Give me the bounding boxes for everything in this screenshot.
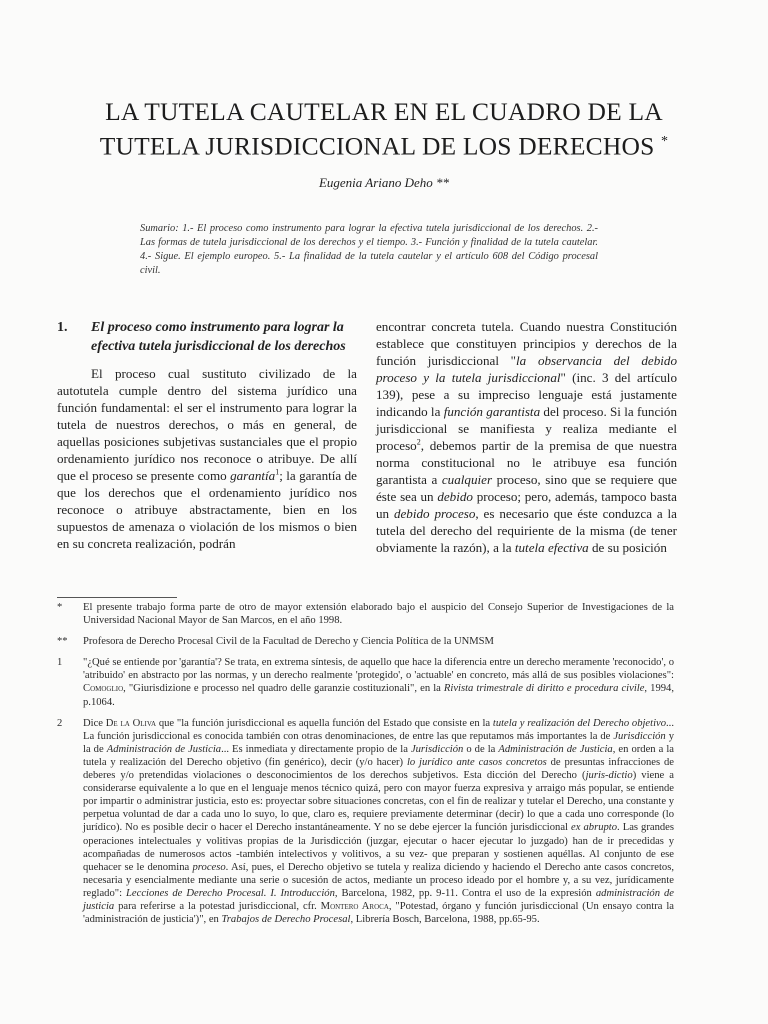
footnote-text: Profesora de Derecho Procesal Civil de la Facultad de Derecho y Ciencia Política de la UNMSM xyxy=(83,636,494,648)
title-line-1: LA TUTELA CAUTELAR EN EL CUADRO DE LA xyxy=(105,97,663,126)
footnote-mark: ** xyxy=(57,636,68,648)
footnote-double-star xyxy=(57,635,674,648)
footnote-mark: 2 xyxy=(57,717,63,729)
footnote-star xyxy=(57,601,674,627)
article-summary: Sumario: 1.- El proceso como instrumento para lograr la efectiva tutela jurisdiccional de los derechos. 2.- Las formas de tutela jurisdiccional de los derechos y el tiempo. 3.- Función y finalidad de la tutela cautelar. 4.- Sigue. El ejemplo europeo. 5.- La finalidad de la tutela cautelar y el artículo 608 del Código procesal civil. xyxy=(140,223,598,276)
footnote-1 xyxy=(57,656,674,708)
footnote-text: El presente trabajo forma parte de otro de mayor extensión elaborado bajo el auspicio del Consejo Superior de Investigaciones de la Universidad Nacional Mayor de San Marcos, en el año 1998. xyxy=(83,602,674,627)
right-column xyxy=(376,318,677,556)
footnote-2 xyxy=(57,717,674,927)
footnote-ref-2[interactable]: 2 xyxy=(416,437,421,447)
title-footnote-mark: * xyxy=(661,134,669,149)
section-heading xyxy=(57,318,357,356)
footnote-divider xyxy=(57,597,177,598)
footnote-mark: * xyxy=(57,602,63,613)
left-column xyxy=(57,318,357,552)
author-name: Eugenia Ariano Deho ** xyxy=(318,175,450,190)
title-line-2: TUTELA JURISDICCIONAL DE LOS DERECHOS * xyxy=(99,131,669,161)
left-paragraph: El proceso cual sustituto civilizado de la autotutela cumple dentro del sistema jurídico una función fundamental: el ser el instrumento para lograr la tutela de nuestros derechos, o más en general, de aquellas posiciones subjetivas sustanciales que el propio ordenamiento jurídico nos reconoce o atribuye. De allí que el proceso se presente como garantía$^1$; la garantía de que los derechos que el ordenamiento jurídico nos reconoce o atribuye abstractamente, bien en los supuestos de amenaza o violación de los mismos o bien en su concreta realización, podrán xyxy=(57,366,357,551)
footnote-text: "¿Qué se entiende por 'garantía'? Se trata, en extrema síntesis, de aquello que hace la diferencia entre un derecho meramente 'reconocido', o 'atribuido' en abstracto por las normas, y un derecho realmente 'protegido', o 'actuable' en concreto, más allá de sus posibles violaciones": Comoglio, "Giurisdizione e processo nel quadro delle garanzie costituzionali", en la Rivista trimestrale di diritto e procedura civile, 1994, p.1064. xyxy=(83,657,674,708)
footnote-mark: 1 xyxy=(57,657,63,669)
footnote-text: Dice De la Oliva que "la función jurisdiccional es aquella función del Estado que consiste en la tutela y realización del Derecho objetivo... La función jurisdiccional es conocida también con otras denominaciones, de entre las que reputamos más importantes la de Jurisdicción y la de Administración de Justicia... Es inmediata y directamente propio de la Jurisdicción o de la Administración de Justicia, en orden a la tutela y realización del Derecho objetivo (fin genérico), decir (y/o hacer) lo jurídico ante casos concretos de presuntas infracciones de deberes y/o pretendidas violaciones o desconocimientos de los derechos subjetivos. Esta dicción del Derecho (juris-dictio) viene a considerarse equivalente a lo que en el lenguaje menos técnico quizá, pero con mayor fuerza expresiva y arraigo más popular, se entiende por impartir o administrar justicia, esto es: proyectar sobre situaciones concretas, con el fin de realizar y tutelar el Derecho, una constante y perpetua voluntad de dar a cada uno lo suyo, lo que, claro es, requiere previamente determinar (decir) lo que a cada uno corresponde (lo jurídico). No es posible decir o hacer el Derecho instantáneamente. Y no se debe ejercer la función jurisdiccional ex abrupto. Las grandes operaciones intelectuales y volitivas propias de la Jurisdicción (juzgar, ejecutar o hacer ejecutar lo juzgado) han de ir precedidas y acompañadas de numerosos actos -también intelectivos y volitivos, a su vez- que preparan y sostienen aquéllas. Al conjunto de ese quehacer se le denomina proceso. Así, pues, el Derecho objetivo se tutela y realiza diciendo y haciendo el Derecho ante casos concretos, necesaria y esencialmente mediante una serie o sucesión de actos, mediante un proceso ideado por el hombre y, a su vez, jurídicamente reglado": Lecciones de Derecho Procesal. I. Introducción, Barcelona, 1982, pp. 9-11. Contra el uso de la expresión administración de justicia para referirse a la potestad jurisdiccional, cfr. Montero Aroca, "Potestad, órgano y función jurisdiccional (Un ensayo contra la 'administración de justicia')", en Trabajos de Derecho Procesal, Librería Bosch, Barcelona, 1988, pp.65-95. xyxy=(83,717,675,926)
article-title xyxy=(60,97,708,162)
right-paragraph: encontrar concreta tutela. Cuando nuestra Constitución establece que constituyen principios y derechos de la función jurisdiccional "la observancia del debido proceso y la tutela jurisdiccional" (inc. 3 del artículo 139), pese a su impreciso lenguaje está justamente indicando la función garantista del proceso. Si la función jurisdiccional se manifiesta y realiza mediante el proceso$^2$, debemos partir de la premisa de que nuestra norma constitucional no le atribuye esa función garantista a cualquier proceso, sino que se requiere que éste sea un debido proceso; pero, además, tampoco basta un debido proceso, es necesario que éste conduzca a la tutela del derecho del requiriente de la misma (de tener obviamente la razón), a la tutela efectiva de su posición xyxy=(376,319,677,555)
section-number: 1. xyxy=(57,320,68,335)
footnotes xyxy=(57,601,674,934)
section-title: El proceso como instrumento para lograr la efectiva tutela jurisdiccional de los derechos xyxy=(91,320,346,354)
footnote-ref-1[interactable]: 1 xyxy=(275,467,280,477)
